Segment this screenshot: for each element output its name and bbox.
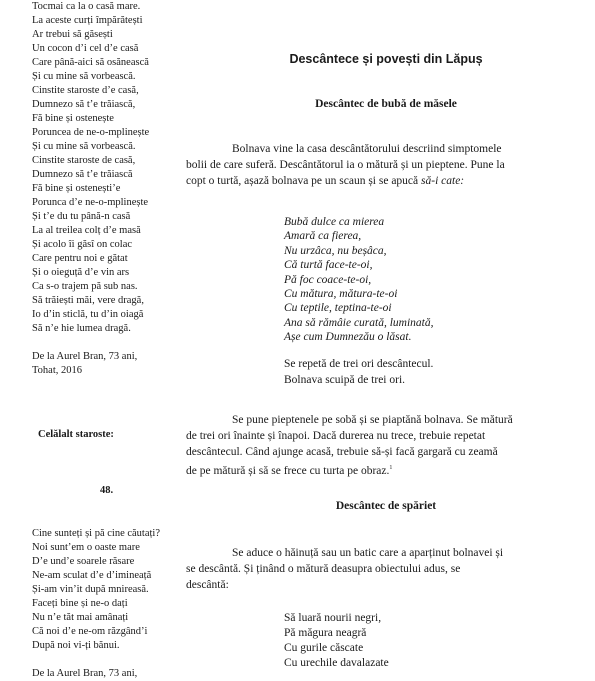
section-title: Descântec de spăriet — [335, 500, 437, 512]
paragraph-line: descântecul. Când ajunge acasă, trebuie să-și facă gargară cu zeamă — [186, 446, 498, 458]
poem-line: Fă bine și ostenește — [32, 113, 114, 124]
footnote-marker: 1 — [389, 465, 393, 471]
chant-line: Ana să rămâie curată, luminată, — [284, 316, 434, 329]
chant-line: Bubă dulce ca mierea — [284, 216, 385, 228]
paragraph-line: Se pune pieptenele pe sobă și se piaptănă bolnava. Se mătură — [232, 414, 513, 426]
chant-line: Cu mătura, mătura-te-oi — [284, 288, 398, 301]
poem-line: Nu n’e tăt mai amânați — [32, 612, 129, 623]
paragraph-line: Bolnava vine la casa descântătorului descriind simptomele — [232, 143, 502, 155]
chant-line: Pă foc coace-te-oi, — [284, 273, 372, 286]
paragraph-line: Se aduce o hăinuță sau un batic care a aparținut bolnavei și — [232, 547, 504, 559]
poem-line: Fă bine și ostenești’e — [32, 183, 121, 194]
poem-line: Poruncea de ne-o-mplinește — [32, 127, 150, 138]
poem-line: Porunca d’e ne-o-mplinește — [32, 197, 149, 208]
poem-line: Și-am vin’it după mnireasă. — [32, 584, 149, 595]
chant-line: Cu urechile davalazate — [284, 657, 389, 669]
repeat-note — [284, 356, 433, 388]
poem-line: Și cu mine să vorbească. — [32, 141, 136, 152]
chant-line: Pă măgura neagră — [284, 627, 367, 639]
poem-line: Și cu mine să vorbească. — [32, 71, 136, 82]
paragraph-line — [186, 173, 586, 189]
poem-line: Tocmai ca la o casă mare. — [32, 1, 141, 12]
note-line: Bolnava scuipă de trei ori. — [284, 374, 406, 386]
chant-line: Să luară nourii negri, — [284, 612, 382, 624]
poem-line: Faceți bine și ne-o dați — [32, 598, 128, 609]
poem-line: Ar trebui să găsești — [32, 29, 113, 40]
paragraph-line: bolii de care suferă. Descântătorul ia o mătură și un pieptene. Pune la — [186, 159, 505, 171]
poem-line: Dumnezo să t’e trăiască — [32, 169, 133, 180]
item-number: 48. — [100, 485, 114, 496]
chant-line: Așe cum Dumnezău o lăsat. — [284, 331, 412, 344]
poem-line: Care pentru noi e gătat — [32, 253, 128, 264]
poem-line: După noi vi-ți bănui. — [32, 640, 120, 651]
poem-block — [32, 0, 149, 378]
poem-line: Cinstite staroste d’e casă, — [32, 85, 139, 96]
poem-line: Care până-aici să osănească — [32, 57, 149, 68]
paragraph-line: se descântă. Și ținând o mătură deasupra obiectului adus, se — [186, 563, 461, 575]
poem-line: Să trăiești măi, vere dragă, — [32, 295, 144, 306]
chant-line: Nu urzâca, nu beșâca, — [284, 244, 387, 257]
paragraph-line: descântă: — [186, 579, 229, 591]
note-line: Se repetă de trei ori descântecul. — [284, 358, 434, 370]
poem-line: Și acolo îi găsî on colac — [32, 239, 133, 250]
chant-line: Cu gurile căscate — [284, 642, 364, 654]
poem-line: Dumnezo să t’e trăiască, — [32, 99, 136, 110]
poem-line: Și o oieguță d’e vin ars — [32, 267, 130, 278]
source-line: Tohat, 2016 — [32, 365, 83, 376]
poem-line: La aceste curți împărătești — [32, 15, 143, 26]
chant-line: Amară ca fierea, — [284, 230, 362, 243]
poem-line: D’e und’e soarele răsare — [32, 556, 135, 567]
poem-line: Cine sunteți și pă cine căutați? — [32, 528, 160, 539]
poem-block — [32, 527, 160, 681]
poem-line: Io d’in sticlă, tu d’in oiagă — [32, 309, 144, 320]
paragraph-line: de trei ori înainte și înapoi. Dacă durerea nu trece, trebuie repetat — [186, 430, 486, 442]
chant-block — [284, 215, 434, 345]
section-title: Descântec de bubă de măsele — [315, 98, 457, 110]
paragraph — [186, 545, 586, 593]
chant-line: Cu teptile, teptina-te-oi — [284, 302, 392, 315]
paragraph-text: copt o turtă, așază bolnava pe un scaun și se apucă — [186, 175, 419, 187]
right-column — [186, 0, 586, 675]
poem-line: Cinstite staroste de casă, — [32, 155, 136, 166]
chant-block — [284, 611, 389, 671]
paragraph-line — [186, 460, 586, 479]
paragraph — [186, 412, 586, 479]
paragraph-text: de pe mătură și să se frece cu turta pe obraz. — [186, 464, 390, 477]
poem-line: Să n’e hie lumea dragă. — [32, 323, 131, 334]
poem-line: Ca s-o trajem pă sub nas. — [32, 281, 138, 292]
poem-line: Și t’e du tu până-n casă — [32, 211, 131, 222]
paragraph — [186, 141, 586, 189]
italic-phrase: să-i cate: — [421, 175, 465, 187]
source-line: De la Aurel Bran, 73 ani, — [32, 351, 138, 362]
poem-line: Că noi d’e ne-om răzgând’i — [32, 626, 148, 637]
source-line: De la Aurel Bran, 73 ani, — [32, 668, 138, 679]
poem-line: Noi sunt’em o oaste mare — [32, 542, 140, 553]
section-heading-other-staroste: Celălalt staroste: — [38, 429, 114, 440]
poem-line: La al treilea colț d’e masă — [32, 225, 141, 236]
poem-line: Un cocon d’i cel d’e casă — [32, 43, 139, 54]
page-title: Descântece și povești din Lăpuș — [289, 52, 483, 66]
poem-line: Ne-am sculat d’e d’imineață — [32, 570, 152, 581]
chant-line: Că turtă face-te-oi, — [284, 259, 373, 272]
